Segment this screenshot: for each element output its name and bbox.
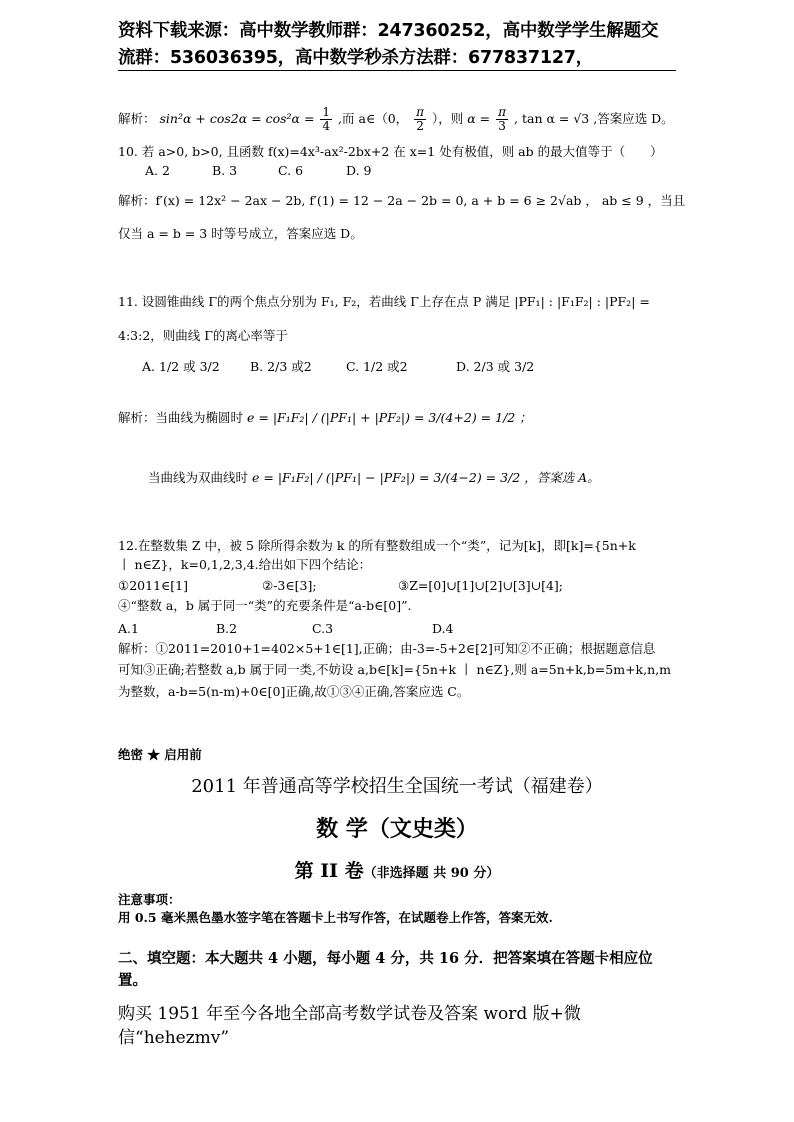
q9-mid2: ），则 — [432, 111, 464, 126]
q12-option-a: A.1 — [118, 621, 139, 636]
q10-option-a: A. 2 — [145, 163, 170, 178]
q10-option-c: C. 6 — [278, 163, 304, 178]
q10-solution-2: 仅当 a = b = 3 时等号成立，答案应选 D。 — [118, 226, 363, 241]
q12-claim-1: ①2011∈[1] — [118, 578, 188, 593]
q12-line-1: 12.在整数集 Z 中，被 5 除所得余数为 k 的所有整数组成一个“类”，记为[k]，即[k]={5n+k — [118, 538, 636, 553]
q11-stem-2: 4:3:2，则曲线 Γ的离心率等于 — [118, 328, 288, 343]
q11-solution-2: 当曲线为双曲线时 e = |F₁F₂| / (|PF₁| − |PF₂|) = 3/(4−2) = 3/2 ，答案选 A。 — [148, 470, 600, 485]
q9-expr: sin²α + cos2α = cos²α = — [159, 111, 315, 126]
q9-tail: , tan α = √3 ,答案应选 D。 — [514, 111, 674, 126]
source-header — [118, 18, 678, 72]
q11-option-d: D. 2/3 或 3/2 — [456, 359, 535, 374]
promo-text: 购买 1951 年至今各地全部高考数学试卷及答案 word 版+微信“hehezmv” — [118, 1004, 581, 1048]
q12-solution-2: 可知③正确;若整数 a,b 属于同一类,不妨设 a,b∈[k]={5n+k 丨 n∈Z},则 a=5n+k,b=5m+k,n,m — [118, 662, 671, 677]
header-line-1: 资料下载来源：高中数学教师群：247360252，高中数学学生解题交 — [118, 21, 659, 41]
section-heading: 二、填空题：本大题共 4 小题，每小题 4 分，共 16 分．把答案填在答题卡相应位置。 — [118, 950, 653, 989]
volume-title: 第 II 卷（非选择题 共 90 分） — [294, 860, 500, 882]
q9-prefix: 解析： — [118, 111, 156, 126]
q12-option-c: C.3 — [312, 621, 334, 636]
q9-frac-quarter: $\frac{1}{4}$ — [322, 105, 331, 133]
q12-line-2: 丨 n∈Z}，k=0,1,2,3,4.给出如下四个结论： — [118, 557, 372, 572]
secret-label: 绝密 ★ 启用前 — [118, 747, 202, 762]
q10-solution-1: 解析：f′(x) = 12x² − 2ax − 2b, f′(1) = 12 − 2a − 2b = 0, a + b = 6 ≥ 2√ab ， ab ≤ 9 ，当且 — [118, 193, 686, 208]
q12-claim-3: ③Z=[0]∪[1]∪[2]∪[3]∪[4]; — [398, 578, 564, 593]
q12-claim-4: ④“整数 a，b 属于同一“类”的充要条件是“a-b∈[0]”. — [118, 598, 412, 613]
q10-option-d: D. 9 — [346, 163, 372, 178]
q9-frac-pi2: $\frac{\pi}{2}$ — [416, 105, 425, 133]
q12-option-b: B.2 — [216, 621, 238, 636]
header-line-2: 流群：536036395，高中数学秒杀方法群：677837127， — [118, 48, 594, 68]
subject-title: 数 学（文史类） — [316, 816, 478, 842]
q11-option-b: B. 2/3 或2 — [250, 359, 312, 374]
q9-solution — [118, 106, 674, 133]
q11-option-a: A. 1/2 或 3/2 — [142, 359, 220, 374]
q12-option-d: D.4 — [432, 621, 454, 636]
q10-option-b: B. 3 — [212, 163, 238, 178]
q12-claim-2: ②-3∈[3]; — [262, 578, 317, 593]
q12-solution-1: 解析：①2011=2010+1=402×5+1∈[1],正确；由-3=-5+2∈[2]可知②不正确；根据题意信息 — [118, 641, 656, 656]
header-rule — [118, 70, 676, 71]
q11-stem-1: 11. 设圆锥曲线 Γ的两个焦点分别为 F₁, F₂，若曲线 Γ上存在点 P 满足 |PF₁| : |F₁F₂| : |PF₂| = — [118, 294, 650, 309]
notes-body: 用 0.5 毫米黑色墨水签字笔在答题卡上书写作答，在试题卷上作答，答案无效. — [118, 910, 553, 925]
exam-title: 2011 年普通高等学校招生全国统一考试（福建卷） — [191, 776, 603, 797]
q12-solution-3: 为整数，a-b=5(n-m)+0∈[0]正确,故①③④正确,答案应选 C。 — [118, 684, 470, 699]
notes-heading: 注意事项： — [118, 892, 181, 907]
q9-mid: ,而 a∈（0， — [338, 111, 409, 126]
q10-stem: 10. 若 a>0, b>0, 且函数 f(x)=4x³-ax²-2bx+2 在 x=1 处有极值，则 ab 的最大值等于（ ） — [118, 144, 663, 159]
q9-frac-pi3: $\frac{\pi}{3}$ — [498, 105, 507, 133]
q11-solution-1: 解析：当曲线为椭圆时 e = |F₁F₂| / (|PF₁| + |PF₂|) = 3/(4+2) = 1/2 ； — [118, 410, 532, 425]
q9-alpha-eq: α = — [467, 111, 491, 126]
q11-option-c: C. 1/2 或2 — [346, 359, 408, 374]
